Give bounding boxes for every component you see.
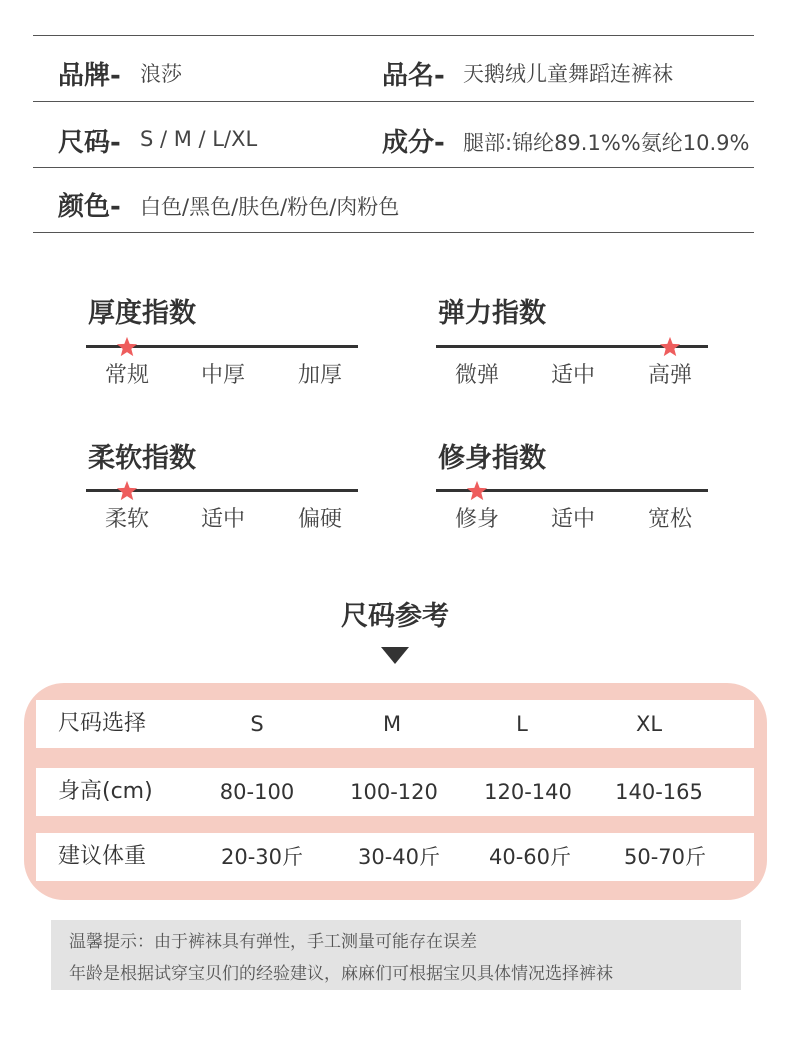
down-arrow-icon bbox=[381, 647, 409, 664]
index-label: 高弹 bbox=[647, 363, 692, 388]
index-label: 偏硬 bbox=[297, 507, 342, 532]
table-cell: 40-60斤 bbox=[488, 845, 572, 869]
index-title: 修身指数 bbox=[438, 443, 546, 474]
size-chart-title: 尺码参考 bbox=[341, 601, 449, 632]
brand-key: 品牌- bbox=[58, 61, 121, 91]
table-row-label: 身高(cm) bbox=[58, 779, 153, 804]
index-label: 适中 bbox=[200, 507, 245, 532]
color-key: 颜色- bbox=[58, 192, 121, 222]
product-key: 品名- bbox=[382, 61, 445, 91]
material-value: 腿部:锦纶89.1%%氨纶10.9% bbox=[463, 131, 750, 155]
color-value: 白色/黑色/肤色/粉色/肉粉色 bbox=[140, 195, 400, 219]
star-icon bbox=[116, 480, 138, 502]
index-label: 微弹 bbox=[454, 363, 499, 388]
index-label: 适中 bbox=[550, 507, 595, 532]
divider bbox=[33, 101, 754, 102]
star-icon bbox=[659, 336, 681, 358]
index-label: 适中 bbox=[550, 363, 595, 388]
table-row-label: 建议体重 bbox=[58, 844, 147, 869]
index-title: 厚度指数 bbox=[88, 298, 196, 329]
table-cell: 140-165 bbox=[615, 780, 703, 804]
table-cell: 30-40斤 bbox=[357, 845, 441, 869]
index-label: 修身 bbox=[454, 507, 499, 532]
tip-line: 年龄是根据试穿宝贝们的经验建议，麻麻们可根据宝贝具体情况选择裤袜 bbox=[69, 964, 613, 984]
size-key: 尺码- bbox=[58, 128, 121, 158]
brand-value: 浪莎 bbox=[140, 62, 182, 86]
index-title: 弹力指数 bbox=[438, 298, 546, 329]
size-value: S / M / L/XL bbox=[140, 127, 258, 151]
divider bbox=[33, 167, 754, 168]
index-label: 宽松 bbox=[647, 507, 692, 532]
table-cell: S bbox=[250, 712, 264, 736]
table-cell: 20-30斤 bbox=[220, 845, 304, 869]
divider bbox=[33, 232, 754, 233]
table-row bbox=[36, 833, 754, 881]
table-cell: 80-100 bbox=[219, 780, 295, 804]
tips-box bbox=[51, 920, 741, 990]
table-cell: M bbox=[382, 712, 402, 736]
index-label: 柔软 bbox=[104, 507, 149, 532]
table-cell: 50-70斤 bbox=[623, 845, 707, 869]
tip-line: 温馨提示：由于裤袜具有弹性，手工测量可能存在误差 bbox=[69, 932, 477, 952]
index-label: 常规 bbox=[104, 363, 149, 388]
table-header-row bbox=[36, 700, 754, 748]
table-cell: L bbox=[516, 712, 528, 736]
index-title: 柔软指数 bbox=[88, 443, 196, 474]
index-label: 加厚 bbox=[297, 363, 342, 388]
table-cell: 120-140 bbox=[484, 780, 572, 804]
divider bbox=[33, 35, 754, 36]
table-cell: XL bbox=[635, 712, 663, 736]
table-row-label: 尺码选择 bbox=[58, 711, 147, 736]
material-key: 成分- bbox=[382, 128, 445, 158]
star-icon bbox=[466, 480, 488, 502]
index-label: 中厚 bbox=[200, 363, 245, 388]
product-value: 天鹅绒儿童舞蹈连裤袜 bbox=[463, 62, 673, 86]
table-row bbox=[36, 768, 754, 816]
star-icon bbox=[116, 336, 138, 358]
table-cell: 100-120 bbox=[350, 780, 438, 804]
